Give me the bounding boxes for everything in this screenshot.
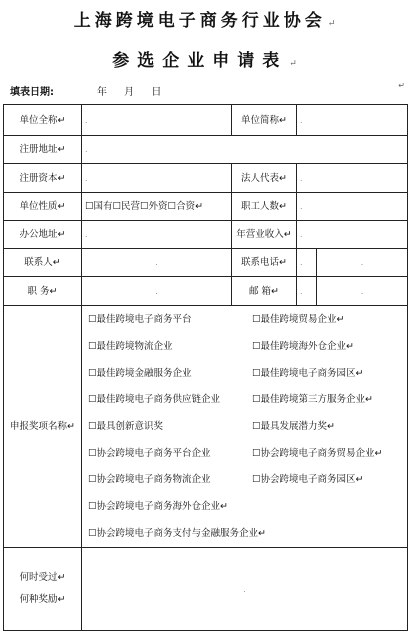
paragraph-mark: ↵ [289,59,297,69]
contact-field[interactable]: . [82,249,232,277]
award-row [85,440,404,467]
company-name-label: 单位全称↵ [4,105,82,136]
award-option[interactable]: ☐协会跨境电子商务平台企业 [88,447,211,459]
annual-revenue-label: 年营业收入↵ [232,221,297,249]
company-type-label: 单位性质↵ [4,193,82,221]
contact-phone-field-b[interactable]: . [317,249,408,277]
office-address-field[interactable]: . [82,221,232,249]
fill-date-label: 填表日期: [10,87,54,98]
company-name-field[interactable]: . [82,105,232,136]
honors-field[interactable]: . [82,548,408,631]
award-row [85,467,404,494]
award-option[interactable]: ☐最佳跨境电子商务园区↵ [252,367,364,379]
award-option[interactable]: ☐最具创新意识奖 [88,421,164,432]
employees-label: 职工人数↵ [232,193,297,221]
award-row [85,520,404,547]
paragraph-mark: ↵ [327,19,336,29]
form-subtitle: 参选企业申请表 ↵ [112,51,297,71]
fill-date-value[interactable]: 年 月 日 [97,87,162,98]
award-option[interactable]: ☐最佳跨境电子商务平台 [88,314,192,326]
registered-capital-label: 注册资本↵ [4,164,82,193]
award-option[interactable]: ☐协会跨境电子商务海外仓企业↵ [88,501,228,513]
award-option[interactable]: ☐协会跨境电子商务支付与金融服务企业↵ [88,527,266,539]
position-label: 职 务↵ [4,277,82,306]
email-label: 邮 箱↵ [232,277,297,306]
honors-label-line1: 何时受过↵ [19,572,66,583]
award-row [85,493,404,520]
award-row [85,333,404,360]
office-address-label: 办公地址↵ [4,221,82,249]
award-row [85,413,404,440]
contact-phone-field-a[interactable]: . [297,249,317,277]
award-option[interactable]: ☐最佳跨境贸易企业↵ [252,314,345,326]
fill-date-row [10,83,405,97]
legal-rep-label: 法人代表↵ [232,164,297,193]
honors-label-line2: 何种奖励↵ [19,594,66,605]
award-label: 申报奖项名称↵ [4,306,82,548]
award-option[interactable]: ☐最佳跨境海外仓企业↵ [252,340,354,352]
award-options [82,306,408,548]
award-row [85,386,404,413]
award-option[interactable]: ☐协会跨境电子商务园区↵ [252,474,364,486]
position-field[interactable]: . [82,277,232,306]
legal-rep-field[interactable]: . [297,164,408,193]
award-option[interactable]: ☐协会跨境电子商务贸易企业↵ [252,447,383,459]
registered-capital-field[interactable]: . [82,164,232,193]
company-type-options[interactable]: ☐国有☐民营☐外资☐合资↵ [82,193,232,221]
award-option[interactable]: ☐最佳跨境金融服务企业 [88,367,192,379]
application-form-table [3,104,408,631]
short-name-field[interactable]: . [297,105,408,136]
award-option[interactable]: ☐最佳跨境物流企业 [88,340,173,352]
award-option[interactable]: ☐最佳跨境电子商务供应链企业 [88,394,221,406]
short-name-label: 单位简称↵ [232,105,297,136]
award-row [85,306,404,333]
email-field-b[interactable]: . [317,277,408,306]
registered-address-label: 注册地址↵ [4,136,82,164]
contact-phone-label: 联系电话↵ [232,249,297,277]
registered-address-field[interactable]: . [82,136,408,164]
email-field-a[interactable]: . [297,277,317,306]
employees-field[interactable]: . [297,193,408,221]
contact-label: 联系人↵ [4,249,82,277]
form-title: 上海跨境电子商务行业协会 ↵ [73,11,336,31]
annual-revenue-field[interactable]: . [297,221,408,249]
award-row [85,360,404,387]
honors-label [4,548,82,631]
award-option[interactable]: ☐最佳跨境第三方服务企业↵ [252,394,373,406]
paragraph-mark: ↵ [398,81,405,90]
award-option[interactable]: ☐协会跨境电子商务物流企业 [88,474,211,486]
award-option[interactable]: ☐最具发展潜力奖↵ [252,421,335,432]
